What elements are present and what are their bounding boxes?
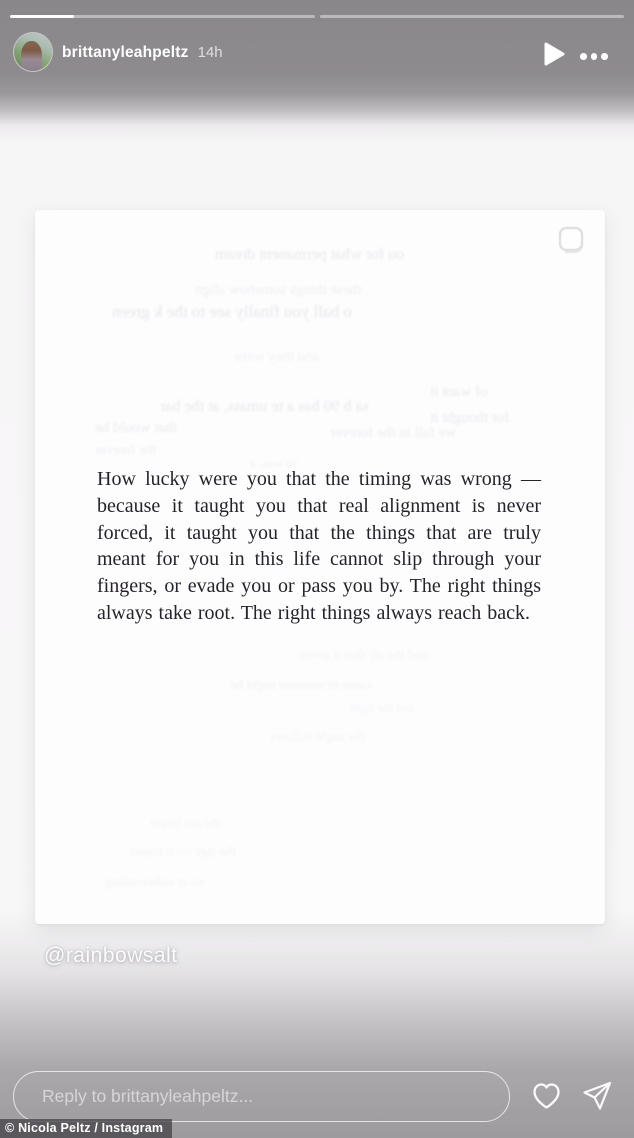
ghost-bleed-line: and they were <box>235 349 320 365</box>
ghost-bleed-line: we fall in the forever <box>330 425 456 441</box>
play-icon <box>541 40 567 68</box>
ghost-bleed-line: the night follows <box>270 730 365 745</box>
ghost-bleed-line: so at unbecoming <box>105 875 204 890</box>
ghost-bleed-line: ou for what permanent dream <box>215 246 405 263</box>
timestamp: 14h <box>197 44 223 61</box>
ghost-bleed-line: of want it <box>430 384 488 400</box>
story-progress-bar[interactable] <box>10 15 624 18</box>
progress-segment-2 <box>320 15 625 18</box>
reply-input[interactable] <box>40 1085 491 1108</box>
reply-field-container <box>13 1071 510 1122</box>
paper-plane-icon <box>581 1080 613 1112</box>
reshare-sticker-icon <box>554 224 590 260</box>
ghost-bleed-line: the day — it found <box>130 845 236 860</box>
ghost-bleed-line: o ball you finally see to the k green <box>112 302 352 321</box>
quote-text: How lucky were you that the timing was wrong — because it taught you that real alignment is never forced, it taught you that the things that are truly meant for you in this life cannot slip through your fingers, or evade you or pass you by. The right things always take root. The right things always reach back. <box>97 468 541 624</box>
progress-fill <box>10 15 74 18</box>
ghost-bleed-line: sa b 90 bas a te umass, at the bar <box>160 398 369 415</box>
ghost-bleed-line: these things somehow align <box>195 282 362 298</box>
progress-segment-1 <box>10 15 315 18</box>
ghost-bleed-line: the sea bright <box>150 815 221 830</box>
share-button[interactable] <box>581 1080 613 1117</box>
ghost-bleed-line: the forever <box>95 443 157 458</box>
ghost-bleed-line: for thought it <box>430 410 510 426</box>
username[interactable]: brittanyleahpeltz <box>62 44 189 61</box>
ghost-bleed-line: so was, a <box>250 455 298 470</box>
like-button[interactable] <box>530 1080 563 1117</box>
ghost-bleed-line: came to summer night be <box>230 678 372 693</box>
ghost-bleed-line: and the air that it gives <box>300 648 428 663</box>
more-options-button[interactable] <box>580 49 608 64</box>
ellipsis-icon <box>580 53 587 60</box>
shared-post-card[interactable] <box>35 210 605 924</box>
ghost-bleed-line: that would be <box>95 420 177 436</box>
ghost-bleed-line: and the light <box>350 700 415 715</box>
heart-outline-icon <box>530 1080 563 1112</box>
credit-watermark: © Nicola Peltz / Instagram <box>0 1119 172 1138</box>
avatar-photo <box>21 41 42 71</box>
mention-tag[interactable]: @rainbowsalt <box>44 944 178 967</box>
avatar[interactable] <box>14 33 52 71</box>
story-header <box>62 44 223 62</box>
play-button[interactable] <box>541 40 567 68</box>
